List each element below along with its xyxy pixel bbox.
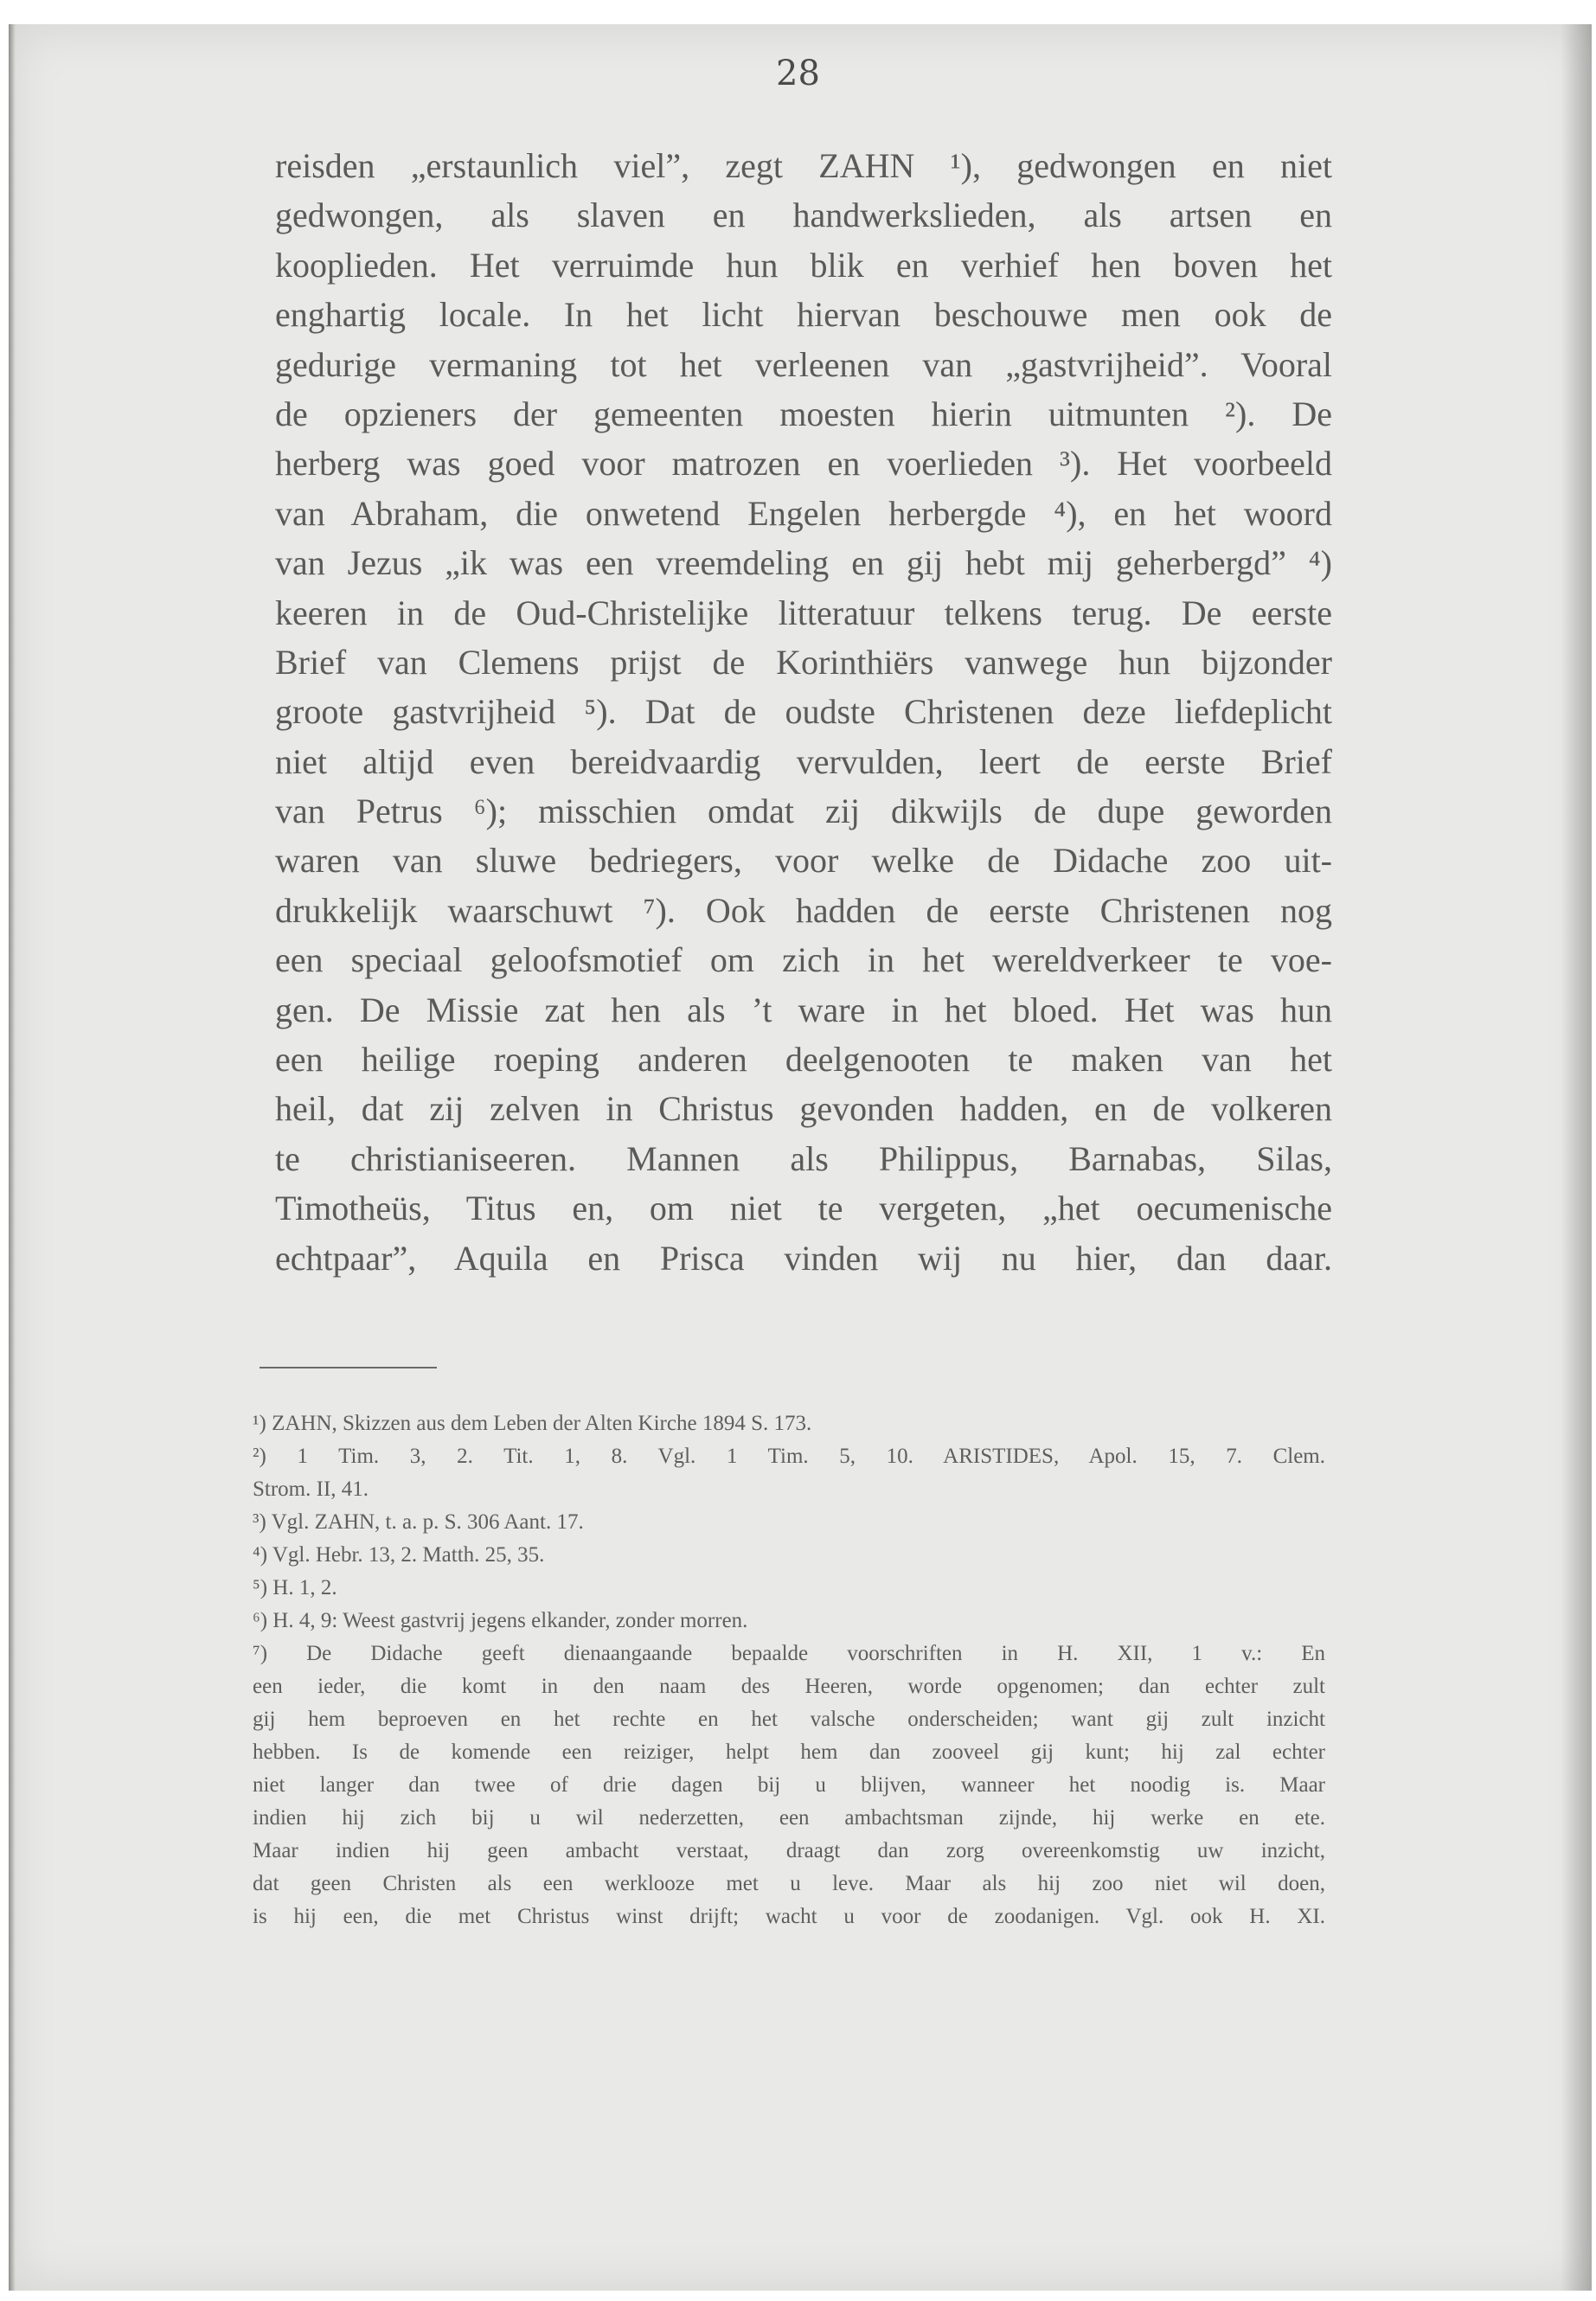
body-line: Brief van Clemens prijst de Korinthiërs vanwege hun bijzonder [275, 642, 1332, 682]
body-text [275, 141, 1332, 1283]
body-line: van Jezus „ik was een vreemdeling en gij hebt mij geherbergd” ⁴) [275, 543, 1332, 583]
footnote-line: ¹) ZAHN, Skizzen aus dem Leben der Alten Kirche 1894 S. 173. [253, 1412, 812, 1435]
footnote-line: Strom. II, 41. [253, 1477, 369, 1501]
body-line: groote gastvrijheid ⁵). Dat de oudste Christenen deze liefdeplicht [275, 692, 1332, 732]
body-line: gen. De Missie zat hen als ’t ware in het bloed. Het was hun [275, 990, 1332, 1029]
footnote-rule [260, 1367, 437, 1368]
body-line: keeren in de Oud-Christelijke litteratuur telkens terug. De eerste [275, 593, 1332, 632]
footnote-line: dat geen Christen als een werklooze met u leve. Maar als hij zoo niet wil doen, [253, 1872, 1325, 1895]
body-line: herberg was goed voor matrozen en voerlieden ³). Het voorbeeld [275, 444, 1332, 484]
footnote-line: ⁷) De Didache geeft dienaangaande bepaalde voorschriften in H. XII, 1 v.: En [253, 1642, 1325, 1665]
footnote-line: ⁶) H. 4, 9: Weest gastvrij jegens elkander, zonder morren. [253, 1609, 748, 1632]
page-edge-shadow-left [9, 24, 16, 2291]
body-line: niet altijd even bereidvaardig vervulden, leert de eerste Brief [275, 741, 1332, 781]
body-line: enghartig locale. In het licht hiervan beschouwe men ook de [275, 295, 1332, 335]
footnote-line: gij hem beproeven en het rechte en het valsche onderscheiden; want gij zult inzicht [253, 1708, 1325, 1731]
body-line: de opzieners der gemeenten moesten hierin uitmunten ²). De [275, 394, 1332, 433]
footnote-line: niet langer dan twee of drie dagen bij u blijven, wanneer het noodig is. Maar [253, 1773, 1325, 1797]
body-line: waren van sluwe bedriegers, voor welke de Didache zoo uit- [275, 841, 1332, 881]
body-line: Timotheüs, Titus en, om niet te vergeten, „het oecumenische [275, 1189, 1332, 1228]
body-line: drukkelijk waarschuwt ⁷). Ook hadden de eerste Christenen nog [275, 890, 1332, 930]
footnote-line: Maar indien hij geen ambacht verstaat, draagt dan zorg overeenkomstig uw inzicht, [253, 1839, 1325, 1862]
footnote-line: ²) 1 Tim. 3, 2. Tit. 1, 8. Vgl. 1 Tim. 5, 10. ARISTIDES, Apol. 15, 7. Clem. [253, 1445, 1325, 1468]
footnote-line: hebben. Is de komende een reiziger, helpt hem dan zooveel gij kunt; hij zal echter [253, 1740, 1325, 1764]
body-line: gedurige vermaning tot het verleenen van „gastvrijheid”. Vooral [275, 344, 1332, 384]
body-line: heil, dat zij zelven in Christus gevonden hadden, en de volkeren [275, 1089, 1332, 1129]
body-line: echtpaar”, Aquila en Prisca vinden wij nu hier, dan daar. [275, 1238, 1332, 1278]
body-line: van Petrus ⁶); misschien omdat zij dikwijls de dupe geworden [275, 792, 1332, 831]
body-line: een heilige roeping anderen deelgenooten te maken van het [275, 1040, 1332, 1080]
footnote-line: een ieder, die komt in den naam des Heeren, worde opgenomen; dan echter zult [253, 1675, 1325, 1698]
footnote-line: indien hij zich bij u wil nederzetten, een ambachtsman zijnde, hij werke en ete. [253, 1806, 1325, 1830]
footnote-line: is hij een, die met Christus winst drijft; wacht u voor de zoodanigen. Vgl. ook H. XI. [253, 1905, 1325, 1928]
body-line: gedwongen, als slaven en handwerkslieden, als artsen en [275, 195, 1332, 235]
footnote-line: ³) Vgl. ZAHN, t. a. p. S. 306 Aant. 17. [253, 1510, 584, 1534]
body-line: van Abraham, die onwetend Engelen herbergde ⁴), en het woord [275, 493, 1332, 533]
body-line: kooplieden. Het verruimde hun blik en verhief hen boven het [275, 245, 1332, 285]
footnotes [253, 1407, 1325, 1933]
page-number: 28 [776, 54, 820, 93]
page-edge-shadow-right [1561, 24, 1592, 2291]
body-line: te christianiseeren. Mannen als Philippus, Barnabas, Silas, [275, 1138, 1332, 1178]
body-line: een speciaal geloofsmotief om zich in het wereldverkeer te voe- [275, 940, 1332, 980]
footnote-line: ⁴) Vgl. Hebr. 13, 2. Matth. 25, 35. [253, 1543, 545, 1567]
body-line: reisden „erstaunlich viel”, zegt ZAHN ¹), gedwongen en niet [275, 146, 1332, 185]
footnote-line: ⁵) H. 1, 2. [253, 1576, 337, 1599]
